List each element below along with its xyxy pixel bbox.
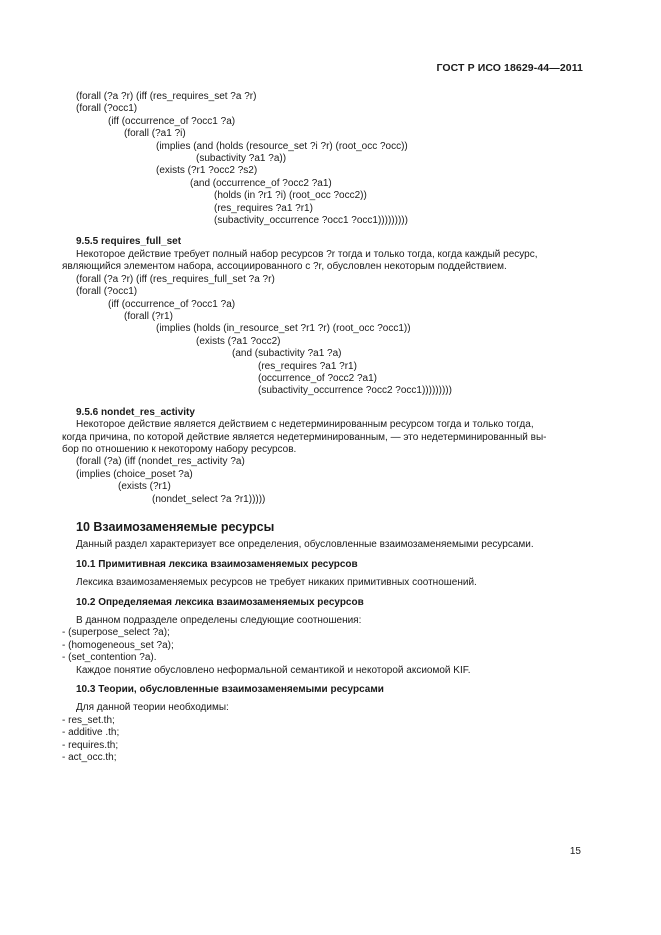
code-line: (forall (?occ1) bbox=[76, 286, 138, 298]
page-content bbox=[62, 91, 584, 765]
code-block-res-requires-set bbox=[76, 91, 584, 227]
code-line: (iff (occurrence_of ?occ1 ?a) bbox=[108, 298, 236, 310]
section-heading-9-5-5: 9.5.5 requires_full_set bbox=[76, 236, 182, 248]
code-line: (res_requires ?a1 ?r1) bbox=[214, 202, 313, 214]
section-heading-10-1: 10.1 Примитивная лексика взаимозаменяемых ресурсов bbox=[76, 558, 358, 570]
section-heading-9-5-6: 9.5.6 nondet_res_activity bbox=[76, 406, 195, 418]
paragraph-line: Лексика взаимозаменяемых ресурсов не требует никаких примитивных соотношений. bbox=[76, 577, 477, 589]
list-item: - (set_contention ?a). bbox=[62, 652, 157, 664]
code-line: (res_requires ?a1 ?r1) bbox=[258, 360, 357, 372]
section-heading-10-3: 10.3 Теории, обусловленные взаимозаменяемыми ресурсами bbox=[76, 684, 384, 696]
paragraph-line bbox=[76, 249, 584, 261]
paragraph-text: Некоторое действие требует полный набор ресурсов ?r тогда и только тогда, когда каждый ресурс, bbox=[76, 248, 538, 260]
code-line: (and (occurrence_of ?occ2 ?a1) bbox=[190, 177, 332, 189]
paragraph-line: Каждое понятие обусловлено неформальной семантикой и некоторой аксиомой KIF. bbox=[76, 664, 471, 676]
section-heading-10-2: 10.2 Определяемая лексика взаимозаменяемых ресурсов bbox=[76, 596, 364, 608]
code-line: (subactivity_occurrence ?occ1 ?occ1))))))))) bbox=[214, 215, 408, 227]
paragraph-line: В данном подразделе определены следующие соотношения: bbox=[76, 615, 362, 627]
code-line: (forall (?a ?r) (iff (res_requires_set ?a ?r) bbox=[76, 91, 257, 102]
code-line: (forall (?r1) bbox=[124, 310, 173, 322]
code-line: (forall (?a ?r) (iff (res_requires_full_set ?a ?r) bbox=[76, 273, 275, 285]
code-line: (implies (and (holds (resource_set ?i ?r) (root_occ ?occ)) bbox=[156, 140, 408, 152]
code-line: (subactivity_occurrence ?occ2 ?occ1))))))))) bbox=[258, 385, 452, 397]
code-line: (holds (in ?r1 ?i) (root_occ ?occ2)) bbox=[214, 190, 367, 202]
paragraph-line: являющийся элементом набора, ассоциированного с ?r, обусловлен некоторым поддействием. bbox=[62, 261, 507, 273]
code-line: (forall (?occ1) bbox=[76, 103, 138, 115]
list-item: - (superpose_select ?a); bbox=[62, 627, 170, 639]
code-line: (and (subactivity ?a1 ?a) bbox=[232, 348, 342, 360]
code-line: (iff (occurrence_of ?occ1 ?a) bbox=[108, 115, 236, 127]
code-line: (exists (?r1 ?occ2 ?s2) bbox=[156, 165, 258, 177]
list-item: - res_set.th; bbox=[62, 714, 115, 726]
list-item: - requires.th; bbox=[62, 739, 119, 751]
paragraph-line: Для данной теории необходимы: bbox=[76, 702, 229, 714]
code-line: (exists (?a1 ?occ2) bbox=[196, 335, 281, 347]
list-item: - (homogeneous_set ?a); bbox=[62, 639, 174, 651]
code-line: (exists (?r1) bbox=[118, 481, 171, 493]
standard-header: ГОСТ Р ИСО 18629-44—2011 bbox=[436, 62, 583, 74]
paragraph-line: Данный раздел характеризует все определения, обусловленные взаимозаменяемыми ресурсами. bbox=[76, 539, 534, 551]
code-block-nondet-res-activity bbox=[76, 456, 584, 506]
code-line: (occurrence_of ?occ2 ?a1) bbox=[258, 372, 377, 384]
code-block-requires-full-set bbox=[76, 274, 584, 398]
code-line: (implies (choice_poset ?a) bbox=[76, 468, 193, 480]
section-heading-10: 10 Взаимозаменяемые ресурсы bbox=[76, 520, 275, 534]
page-number: 15 bbox=[569, 846, 581, 857]
code-line: (nondet_select ?a ?r1))))) bbox=[152, 493, 266, 505]
list-item: - act_occ.th; bbox=[62, 752, 117, 764]
code-line: (implies (holds (in_resource_set ?r1 ?r) (root_occ ?occ1)) bbox=[156, 323, 411, 335]
paragraph-line: Некоторое действие является действием с недетерминированным ресурсом тогда и только тогда, bbox=[76, 419, 534, 431]
paragraph-line: когда причина, по которой действие является недетерминированным, — это недетерминированный вы- bbox=[62, 431, 547, 443]
code-line: (forall (?a) (iff (nondet_res_activity ?a) bbox=[76, 456, 245, 468]
code-line: (subactivity ?a1 ?a)) bbox=[196, 153, 287, 165]
paragraph-line: бор по отношению к некоторому набору ресурсов. bbox=[62, 443, 297, 455]
list-item: - additive .th; bbox=[62, 727, 120, 739]
code-line: (forall (?a1 ?i) bbox=[124, 128, 186, 140]
